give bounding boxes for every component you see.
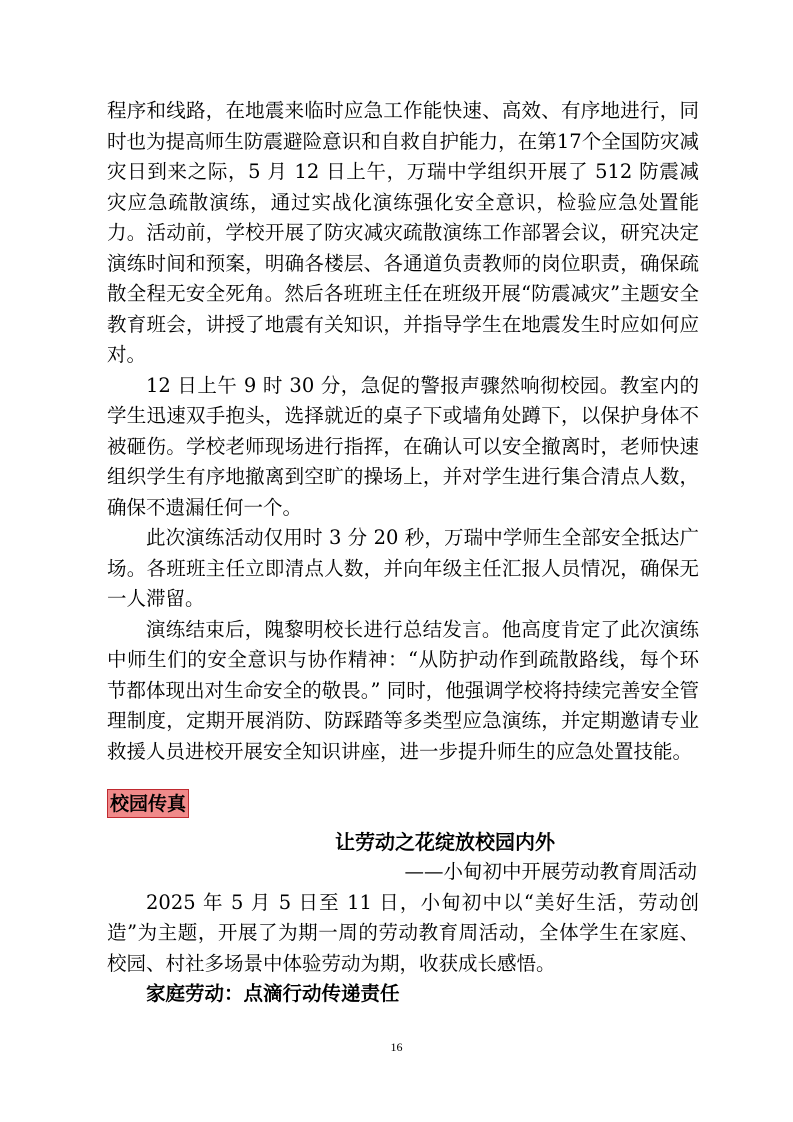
page-number: 16 xyxy=(390,1040,403,1054)
body-paragraph-3: 此次演练活动仅用时 3 分 20 秒，万瑞中学师生全部安全抵达广场。各班班主任立即清点人数，并向年级主任汇报人员情况，确保无一人滞留。 xyxy=(107,526,699,610)
body-paragraph-2: 12 日上午 9 时 30 分，急促的警报声骤然响彻校园。教室内的学生迅速双手抱头，选择就近的桌子下或墙角处蹲下，以保护身体不被砸伤。学校老师现场进行指挥，在确认可以安全撤离时，老师快速组织学生有序地撤离到空旷的操场上，并对学生进行集合清点人数，确保不遗漏任何一个。 xyxy=(107,373,699,519)
article-intro: 2025 年 5 月 5 日至 11 日，小甸初中以“美好生活，劳动创造”为主题，开展了为期一周的劳动教育周活动，全体学生在家庭、校园、村社多场景中体验劳动为期，收获成长感悟。 xyxy=(107,890,699,975)
section-tag-row xyxy=(107,789,699,819)
page-body xyxy=(107,96,699,1010)
article-subheading: 家庭劳动：点滴行动传递责任 xyxy=(146,982,400,1005)
article-subtitle: ——小甸初中开展劳动教育周活动 xyxy=(404,860,697,883)
body-paragraph-1: 程序和线路，在地震来临时应急工作能快速、高效、有序地进行，同时也为提高师生防震避险意识和自救自护能力，在第17个全国防灾减灾日到来之际，5 月 12 日上午，万瑞中学组织开展了 512 防震减灾应急疏散演练，通过实战化演练强化安全意识，检验应急处置能力。活动前，学校开展了防灾减灾疏散演练工作部署会议，研究决定演练时间和预案，明确各楼层、各通道负责教师的岗位职责，确保疏散全程无安全死角。然后各班班主任在班级开展“防震减灾”主题安全教育班会，讲授了地震有关知识，并指导学生在地震发生时应如何应对。 xyxy=(107,99,699,366)
section-tag: 校园传真 xyxy=(107,789,189,818)
article-title: 让劳动之花绽放校园内外 xyxy=(335,830,555,854)
body-paragraph-4: 演练结束后，隗黎明校长进行总结发言。他高度肯定了此次演练中师生们的安全意识与协作精神：“从防护动作到疏散路线，每个环节都体现出对生命安全的敬畏。” 同时，他强调学校将持续完善安全管理制度，定期开展消防、防踩踏等多类型应急演练，并定期邀请专业救援人员进校开展安全知识讲座，进一步提升师生的应急处置技能。 xyxy=(107,617,699,763)
